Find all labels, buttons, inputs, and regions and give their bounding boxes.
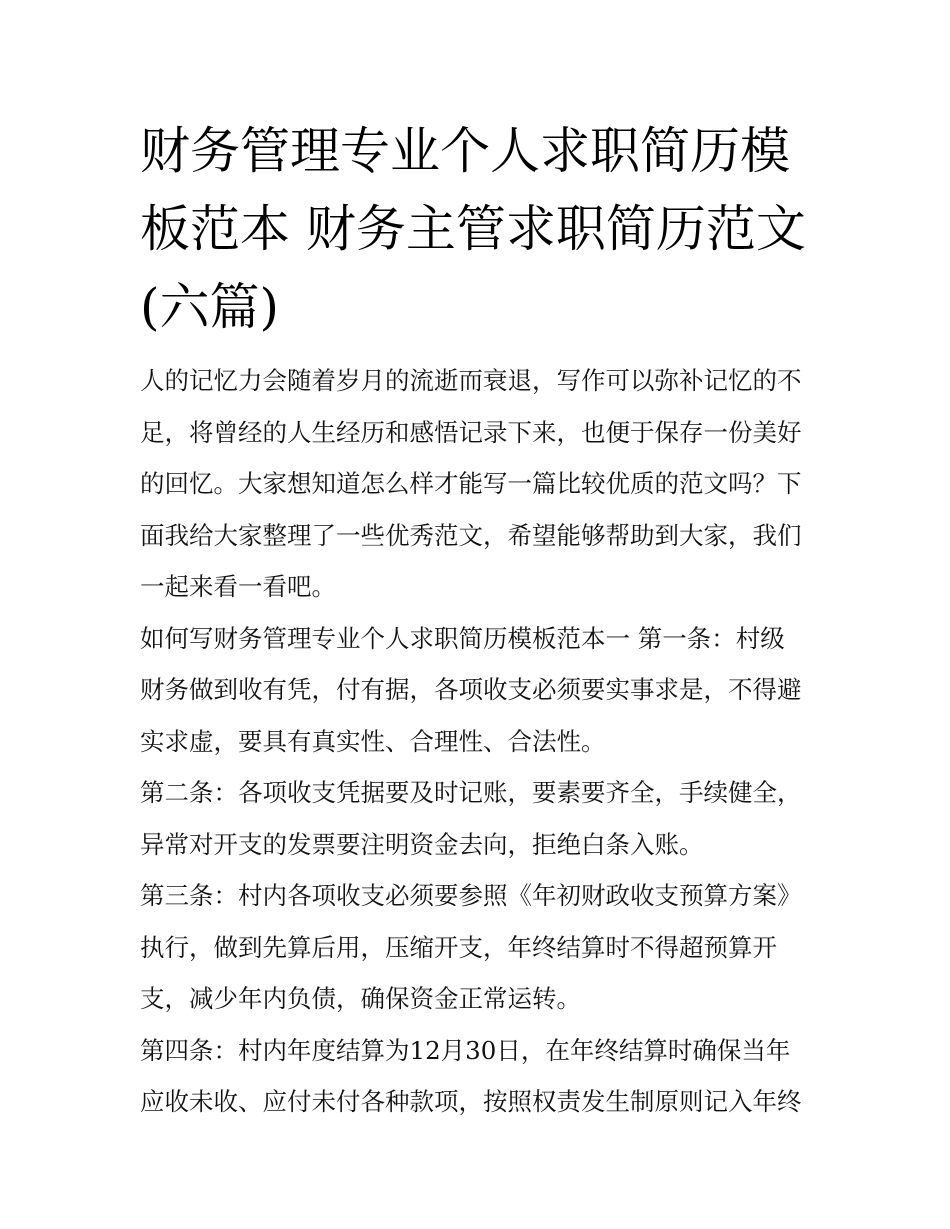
- text-line: 如何写财务管理专业个人求职简历模板范本一 第一条：村级: [140, 623, 785, 653]
- text-line: 支，减少年内负债，确保资金正常运转。: [140, 984, 581, 1013]
- paragraph-article-1: [140, 613, 830, 768]
- text-line: 的回忆。大家想知道怎么样才能写一篇比较优质的范文吗？下: [140, 469, 802, 498]
- text-line: 人的记忆力会随着岁月的流逝而衰退，写作可以弥补记忆的不: [140, 366, 802, 395]
- text-line: 面我给大家整理了一些优秀范文，希望能够帮助到大家，我们: [140, 520, 802, 550]
- title-line: (六篇): [140, 278, 280, 336]
- text-line: 第三条：村内各项收支必须要参照《年初财政收支预算方案》: [140, 881, 802, 910]
- text-line: 财务做到收有凭，付有据，各项收支必须要实事求是，不得避: [140, 675, 802, 704]
- text-line: 第二条：各项收支凭据要及时记账，要素要齐全，手续健全，: [140, 778, 802, 807]
- text-line: 一起来看一看吧。: [140, 572, 336, 601]
- title-line: 板范本 财务主管求职简历范文: [140, 200, 806, 258]
- paragraph-intro: [140, 355, 830, 613]
- document-body: [140, 355, 830, 1128]
- paragraph-article-4: [140, 1025, 830, 1128]
- text-line: 第四条：村内年度结算为12月30日，在年终结算时确保当年: [140, 1035, 791, 1065]
- text-line: 执行，做到先算后用，压缩开支，年终结算时不得超预算开: [140, 932, 777, 962]
- text-line: 应收未收、应付未付各种款项，按照权责发生制原则记入年终: [140, 1087, 802, 1116]
- paragraph-article-3: [140, 870, 830, 1025]
- title-line: 财务管理专业个人求职简历模: [140, 122, 790, 180]
- text-line: 异常对开支的发票要注明资金去向，拒绝白条入账。: [140, 829, 704, 859]
- paragraph-article-2: [140, 767, 830, 870]
- document-title: [140, 112, 830, 346]
- text-line: 足，将曾经的人生经历和感悟记录下来，也便于保存一份美好: [140, 417, 802, 447]
- text-line: 实求虚，要具有真实性、合理性、合法性。: [140, 726, 606, 756]
